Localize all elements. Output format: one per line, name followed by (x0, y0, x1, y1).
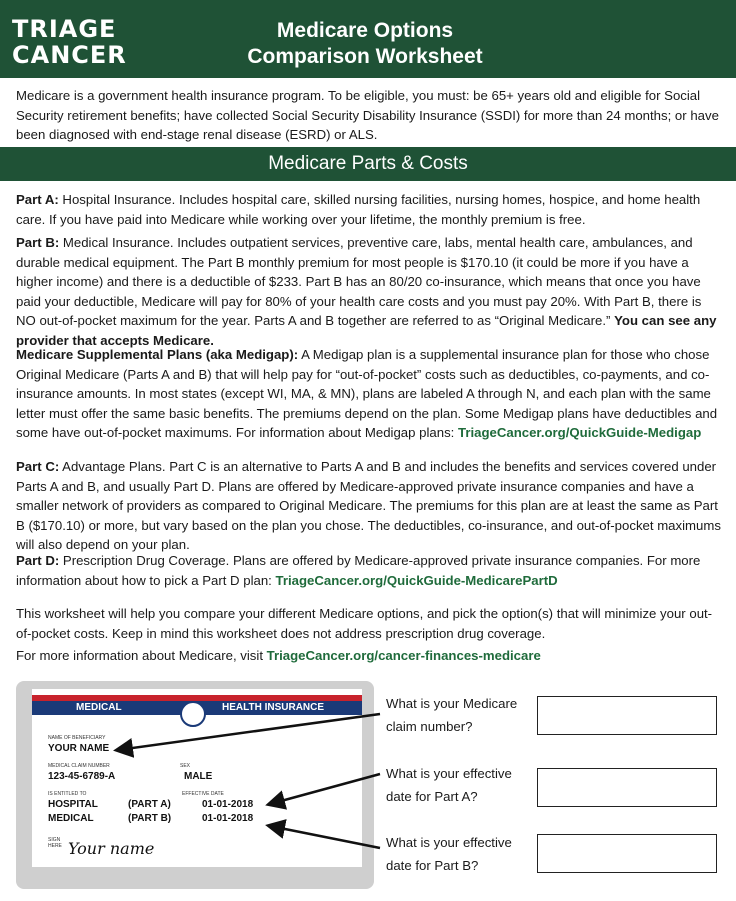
part-a-label: Part A: (16, 192, 59, 207)
worksheet-note: This worksheet will help you compare your different Medicare options, and pick the option(s) that will minimize your out-of-pocket costs. Keep in mind this worksheet does not address prescription drug coverage. (16, 606, 713, 641)
arrow-to-part-a-date (270, 774, 380, 804)
medical-row-label: MEDICAL (48, 813, 94, 824)
part-a-card-label: (PART A) (128, 799, 171, 810)
medigap-label: Medicare Supplemental Plans (aka Medigap): (16, 347, 299, 362)
card-health-insurance-label: HEALTH INSURANCE (222, 702, 325, 713)
title-line-1: Medicare Options (276, 19, 454, 42)
question-part-b-date (386, 831, 536, 877)
logo-line-1: TRIAGE (12, 15, 117, 43)
question-claim-number (386, 692, 536, 738)
beneficiary-name: YOUR NAME (48, 743, 110, 754)
card-medical-label: MEDICAL (76, 702, 122, 713)
question-1-line-2: claim number? (386, 719, 473, 734)
question-part-a-date (386, 762, 536, 808)
question-3-line-1: What is your effective (386, 835, 512, 850)
medigap-link[interactable]: TriageCancer.org/QuickGuide-Medigap (458, 425, 702, 440)
part-a-text: Hospital Insurance. Includes hospital care, skilled nursing facilities, nursing homes, hospice, and home health care. If you have paid into Medicare while working over your lifetime, the monthly premium is free. (16, 192, 701, 227)
question-2-line-2: date for Part A? (386, 789, 478, 804)
sex-value: MALE (184, 771, 213, 782)
question-2-line-1: What is your effective (386, 766, 512, 781)
part-c-label: Part C: (16, 459, 60, 474)
question-3-line-2: date for Part B? (386, 858, 479, 873)
claim-number-value: 123-45-6789-A (48, 771, 116, 782)
part-b-card-label: (PART B) (128, 813, 172, 824)
sex-label: SEX (180, 763, 191, 769)
more-info-link[interactable]: TriageCancer.org/cancer-finances-medicare (266, 648, 541, 663)
logo-line-2: CANCER (12, 41, 127, 69)
arrow-to-name (118, 714, 380, 750)
medigap-text: A Medigap plan is a supplemental insurance plan for those who chose Original Medicare (Parts A and B) that will help pay for “out-of-pocket” costs such as deductibles, co-payments, and co-insurance amounts. In most states (except WI, MA, & MN), plans are labeled A through N, and each plan with the same letter must offer the same basic benefits. The premiums depend on the plan. Some Medigap plans have deductibles and some have out-of-pocket maximums. For information about Medigap plans: (16, 347, 718, 440)
hospital-label: HOSPITAL (48, 799, 98, 810)
part-a-date: 01-01-2018 (202, 799, 254, 810)
part-d-text: Prescription Drug Coverage. Plans are offered by Medicare-approved private insurance companies. For more information about how to pick a Part D plan: (16, 553, 701, 588)
signature: Your name (68, 839, 155, 858)
entitled-label: IS ENTITLED TO (48, 791, 87, 797)
title-line-2: Comparison Worksheet (247, 45, 483, 68)
part-c-text: Advantage Plans. Part C is an alternative to Parts A and B and includes the benefits and services covered under Parts A and B, and usually Part D. Plans are offered by Medicare-approved private insurance companies and have a smaller network of providers as compared to Original Medicare. The premiums for this plan are at least the same as Part B ($170.10) or more, but vary based on the plan you chose. The deductibles, co-insurance, and out-of-pocket maximums will also depend on your plan. (16, 459, 721, 552)
part-b-text: Medical Insurance. Includes outpatient services, preventive care, labs, mental health care, ambulances, and durable medical equipment. The Part B monthly premium for most people is $170.10 (it could be more if you have a higher income) and there is a deductible of $233. Part B has an 80/20 co-insurance, which means that once you have paid your deductible, Medicare will pay for 80% of your health care costs and you must pay 20%. With Part B, there is NO out-of-pocket maximum for the year. Parts A and B together are referred to as “Original Medicare.” (16, 235, 702, 328)
question-1-line-1: What is your Medicare (386, 696, 518, 711)
intro-paragraph: Medicare is a government health insurance program. To be eligible, you must: be 65+ years old and eligible for Social Security retirement benefits; have collected Social Security Disability Insurance (SSDI) for more than 24 months; or have been diagnosed with end-stage renal disease (ESRD) or ALS. (16, 88, 719, 142)
part-b-label: Part B: (16, 235, 60, 250)
sign-here-label: SIGN HERE (48, 837, 62, 849)
part-b-emphasis: You can see any provider that accepts Medicare. (16, 313, 717, 348)
more-info-text: For more information about Medicare, visit (16, 648, 267, 663)
arrow-to-part-b-date (270, 826, 380, 848)
part-b-date-answer-box[interactable] (537, 834, 717, 873)
part-d-label: Part D: (16, 553, 60, 568)
part-b-date: 01-01-2018 (202, 813, 254, 824)
effective-date-label: EFFECTIVE DATE (182, 791, 224, 797)
beneficiary-label: NAME OF BENEFICIARY (48, 735, 106, 741)
claim-number-answer-box[interactable] (537, 696, 717, 735)
claim-number-label: MEDICAL CLAIM NUMBER (48, 763, 110, 769)
part-a-date-answer-box[interactable] (537, 768, 717, 807)
section-heading: Medicare Parts & Costs (0, 147, 736, 181)
part-d-link[interactable]: TriageCancer.org/QuickGuide-MedicarePartD (275, 572, 558, 588)
